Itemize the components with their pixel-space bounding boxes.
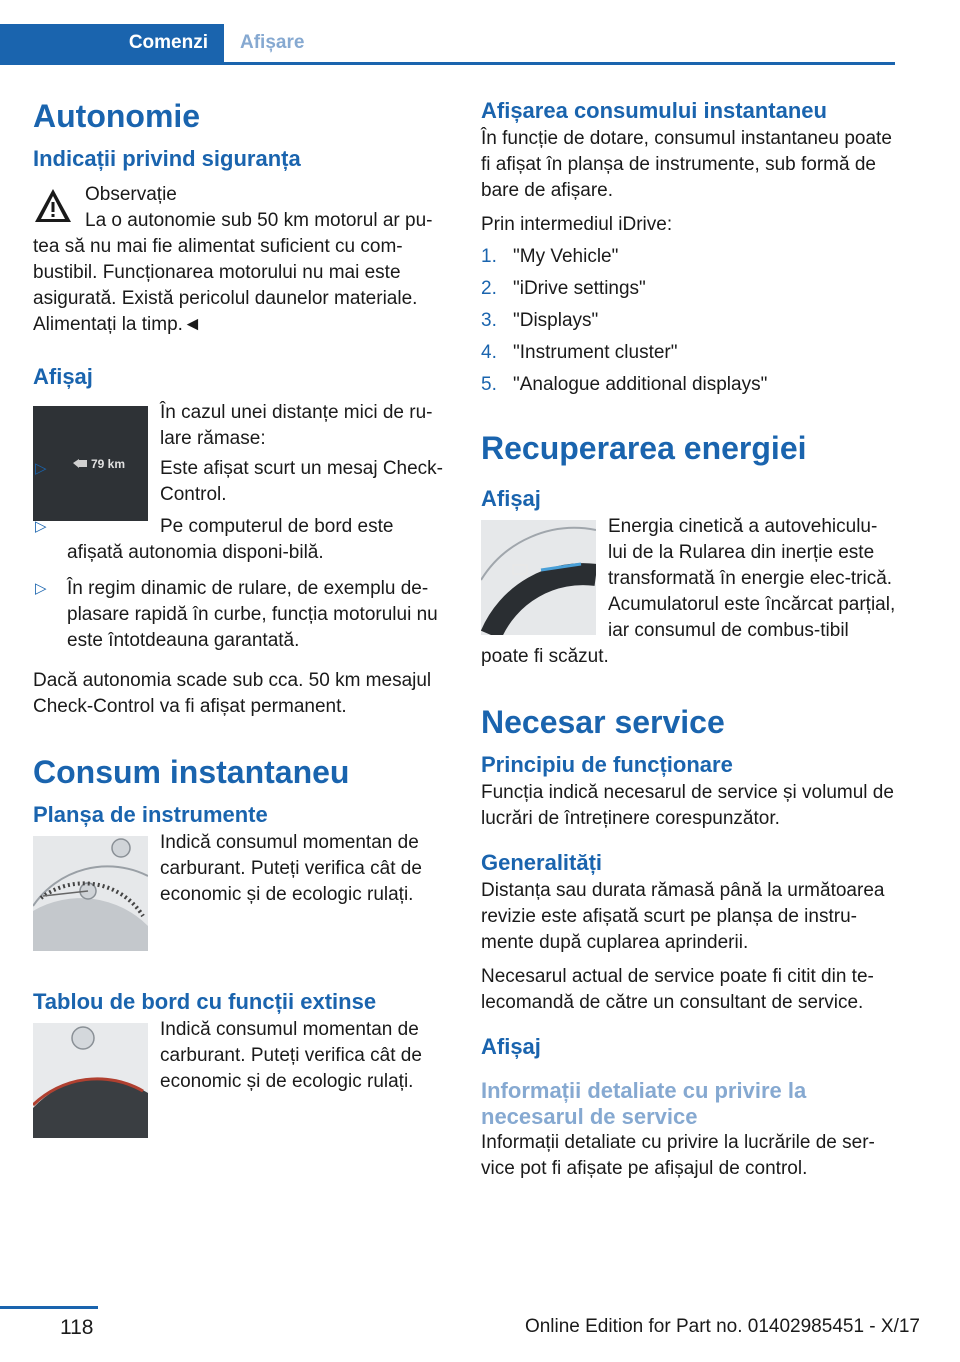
autonomie-note: Dacă autonomia scade sub cca. 50 km mesajul Check-Control va fi afișat permanent. <box>33 670 432 717</box>
recuperare-image <box>481 520 596 635</box>
info-text: Informații detaliate cu privire la lucrările de ser-vice pot fi afișate pe afișajul de control. <box>481 1132 875 1179</box>
bullet-computer-bord: ▷ Pe computerul de bord este afișată autonomia disponi-bilă. <box>33 514 448 566</box>
principiu-title: Principiu de funcționare <box>481 752 733 777</box>
footer-line <box>0 1306 98 1309</box>
consum-title: Consum instantaneu <box>33 754 350 790</box>
generalitati-text1: Distanța sau durata rămasă până la următoarea revizie este afișată scurt pe planșa de instru-mente după cuplarea aprinderii. <box>481 880 885 953</box>
recuperare-text: Energia cinetică a autovehiculu-lui de la Rularea din inerție este transformată în energie elec-trică. Acumulatorul este încărcat parțial, iar consumul de combus-tibil poate fi scăzut. <box>481 516 896 667</box>
generalitati-title: Generalități <box>481 850 603 875</box>
afisaj2-title: Afișaj <box>481 1034 541 1059</box>
tablou-title: Tablou de bord cu funcții extinse <box>33 989 377 1014</box>
afisaj-intro: În cazul unei distanțe mici de ru-lare rămase: <box>160 402 433 449</box>
autonomie-title: Autonomie <box>33 98 201 134</box>
info-title: Informații detaliate cu privire la necesarul de service <box>481 1078 807 1129</box>
left-column <box>33 96 448 1142</box>
bullet-regim-dinamic: ▷ În regim dinamic de rulare, de exemplu de-plasare rapidă în curbe, funcția motorului nu este întotdeauna garantată. <box>33 576 448 654</box>
page-number: 118 <box>60 1316 94 1339</box>
idrive-intro: Prin intermediul iDrive: <box>481 214 673 235</box>
recuperare-afisaj-title: Afișaj <box>481 486 541 511</box>
afisaj-title: Afișaj <box>33 364 93 389</box>
list-item: 3. "Displays" <box>481 310 599 331</box>
list-item: 2. "iDrive settings" <box>481 278 646 299</box>
plansa-instrumente-image <box>33 836 148 951</box>
principiu-text: Funcția indică necesarul de service și volumul de lucrări de întreținere corespunzător. <box>481 782 894 829</box>
list-item: 5. "Analogue additional displays" <box>481 374 768 395</box>
tablou-bord-image <box>33 1023 148 1138</box>
afisarea-text: În funcție de dotare, consumul instantaneu poate fi afișat în planșa de instrumente, sub formă de bare de afișare. <box>481 128 892 201</box>
tab-comenzi[interactable]: Comenzi <box>0 24 224 62</box>
afisarea-title: Afișarea consumului instantaneu <box>481 98 827 123</box>
recuperare-title: Recuperarea energiei <box>481 430 807 466</box>
header-tabs <box>0 24 895 65</box>
tab-afisare[interactable]: Afișare <box>240 32 305 53</box>
right-column <box>481 96 896 1182</box>
tablou-text: Indică consumul momentan de carburant. Puteți verifica cât de economic și de ecologic rulați. <box>160 1019 422 1092</box>
idrive-steps <box>481 244 896 398</box>
plansa-title: Planșa de instrumente <box>33 802 268 827</box>
edition-text: Online Edition for Part no. 01402985451 - X/17 <box>524 1316 920 1337</box>
service-title: Necesar service <box>481 704 725 740</box>
list-item: 1. "My Vehicle" <box>481 246 619 267</box>
warning-icon <box>33 186 73 226</box>
autonomie-value: 79 km <box>91 457 126 471</box>
generalitati-text2: Necesarul actual de service poate fi citit din te-lecomandă de către un consultant de service. <box>481 966 874 1013</box>
list-item: 4. "Instrument cluster" <box>481 342 678 363</box>
siguranta-title: Indicații privind siguranța <box>33 146 301 171</box>
bullet-check-control: ▷ Este afișat scurt un mesaj Check-Control. <box>33 456 448 508</box>
observatie-text: La o autonomie sub 50 km motorul ar pu-tea să nu mai fie alimentat suficient cu com-bustibil. Funcționarea motorului nu mai este asigurată. Există pericolul daunelor materiale. Alimentați la timp.◄ <box>33 210 433 335</box>
plansa-text: Indică consumul momentan de carburant. Puteți verifica cât de economic și de ecologic rulați. <box>160 832 422 905</box>
observatie-label: Observație <box>85 184 177 205</box>
